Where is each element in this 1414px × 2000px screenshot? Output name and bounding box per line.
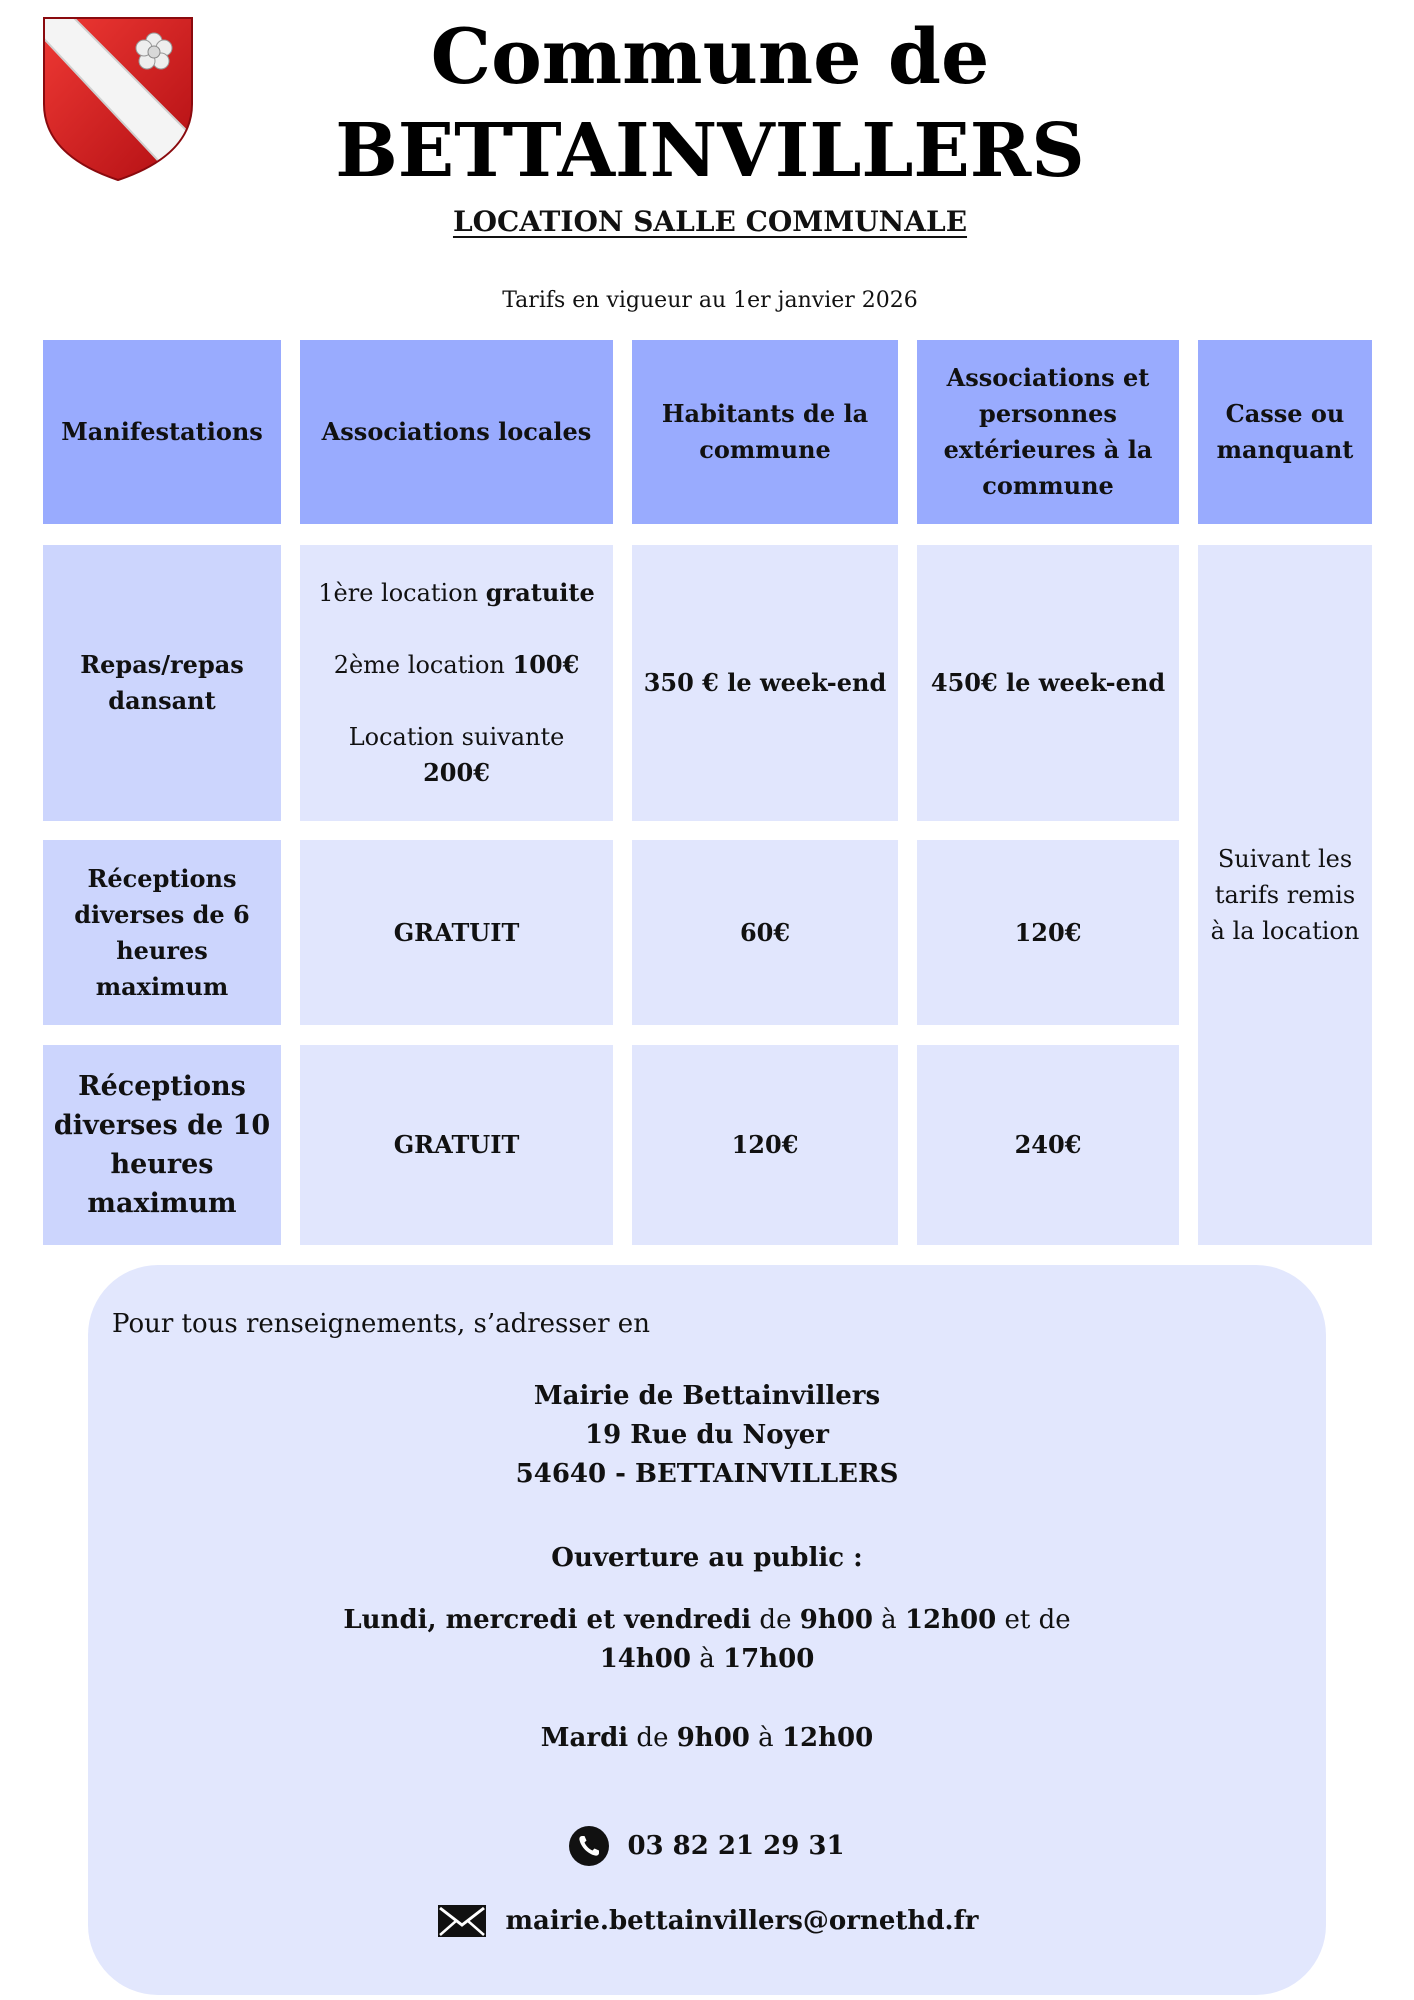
address-line-2: 19 Rue du Noyer (585, 1420, 829, 1450)
table-cell-residents-repas: 350 € le week-end (632, 545, 898, 821)
address-line-1: Mairie de Bettainvillers (533, 1381, 881, 1411)
table-cell-external-repas: 450€ le week-end (917, 545, 1179, 821)
opening-hours-weekdays: Lundi, mercredi et vendredi de 9h00 à 12h00 et de (343, 1605, 1071, 1635)
info-intro: Pour tous renseignements, s’adresser en (112, 1309, 650, 1339)
table-cell-local-10h: GRATUIT (300, 1045, 613, 1245)
column-header-habitants: Habitants de la commune (632, 340, 898, 524)
coat-of-arms-icon (42, 16, 194, 182)
table-cell-local-6h: GRATUIT (300, 840, 613, 1025)
opening-title: Ouverture au public : (551, 1543, 863, 1573)
page-title-line2: BETTAINVILLERS (335, 108, 1085, 194)
phone-number[interactable]: 03 82 21 29 31 (627, 1831, 845, 1861)
row-label-repas: Repas/repas dansant (43, 545, 281, 821)
email-address[interactable]: mairie.bettainvillers@ornethd.fr (505, 1906, 979, 1936)
phone-icon (569, 1826, 609, 1866)
row-label-reception-10h: Réceptions diverses de 10 heures maximum (43, 1045, 281, 1245)
tariff-validity: Tarifs en vigueur au 1er janvier 2026 (502, 288, 918, 313)
phone-contact (88, 1826, 1326, 1866)
table-cell-breakage: Suivant les tarifs remis à la location (1198, 545, 1372, 1245)
column-header-associations-locales: Associations locales (300, 340, 613, 524)
table-cell-external-6h: 120€ (917, 840, 1179, 1025)
table-cell-local-repas: 1ère location gratuite 2ème location 100€ Location suivante 200€ (300, 545, 613, 821)
page-subtitle: LOCATION SALLE COMMUNALE (452, 205, 968, 238)
table-cell-residents-10h: 120€ (632, 1045, 898, 1245)
table-cell-external-10h: 240€ (917, 1045, 1179, 1245)
opening-hours-afternoon: 14h00 à 17h00 (599, 1644, 815, 1674)
email-contact (88, 1903, 1326, 1939)
opening-hours-tuesday: Mardi de 9h00 à 12h00 (540, 1723, 874, 1753)
column-header-manifestations: Manifestations (43, 340, 281, 524)
contact-info-box (88, 1265, 1326, 1995)
row-label-reception-6h: Réceptions diverses de 6 heures maximum (43, 840, 281, 1025)
page-title-line1: Commune de (430, 12, 990, 101)
column-header-exterieurs: Associations et personnes extérieures à la commune (917, 340, 1179, 524)
address-line-3: 54640 - BETTAINVILLERS (515, 1459, 899, 1489)
column-header-casse: Casse ou manquant (1198, 340, 1372, 524)
envelope-icon (436, 1903, 488, 1939)
table-cell-residents-6h: 60€ (632, 840, 898, 1025)
